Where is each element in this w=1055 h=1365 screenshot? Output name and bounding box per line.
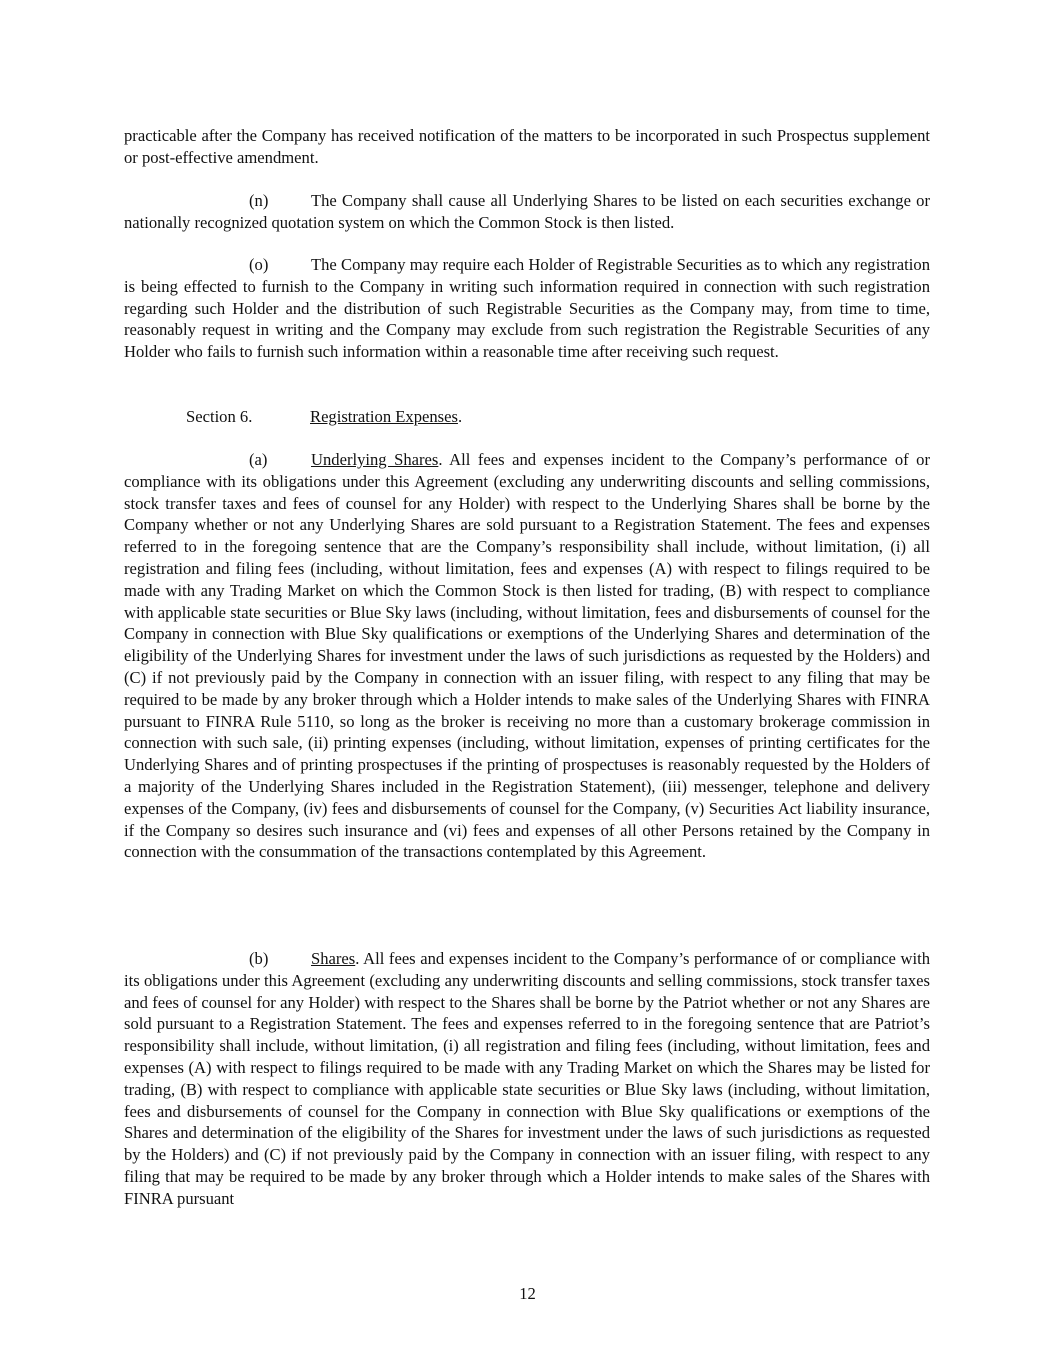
paragraph-a-label: (a) [249, 450, 268, 469]
section-title: Registration Expenses [310, 407, 458, 426]
paragraph-b-heading: Shares [311, 949, 356, 968]
paragraph-b-label: (b) [249, 949, 269, 968]
paragraph-n [124, 190, 930, 234]
section-6-heading [186, 406, 930, 428]
paragraph-a-heading-suffix: . [438, 450, 443, 469]
continuation-text: practicable after the Company has received notification of the matters to be incorporated in such Prospectus supplement or post-effective amendment. [124, 126, 930, 167]
paragraph-n-label: (n) [249, 191, 269, 210]
paragraph-b-heading-suffix: . [355, 949, 360, 968]
section-number: Section 6. [186, 407, 253, 426]
paragraph-n-text: The Company shall cause all Underlying Shares to be listed on each securities exchange or nationally recognized quotation system on which the Common Stock is then listed. [124, 191, 930, 232]
continuation-paragraph [124, 125, 930, 169]
section-title-suffix: . [457, 407, 463, 426]
paragraph-a-heading: Underlying Shares [311, 450, 439, 469]
paragraph-o-label: (o) [249, 255, 269, 274]
paragraph-o [124, 254, 930, 363]
paragraph-o-text: The Company may require each Holder of Registrable Securities as to which any registration is being effected to furnish to the Company in writing such information required in connection with such registration regarding such Holder and the distribution of such Registrable Securities as the Company may, from time to time, reasonably request in writing and the Company may exclude from such registration the Registrable Securities of any Holder who fails to furnish such information within a reasonable time after receiving such request. [124, 255, 930, 362]
paragraph-b-text: All fees and expenses incident to the Company’s performance of or compliance with its obligations under this Agreement (excluding any underwriting discounts and selling commissions, stock transfer taxes and fees of counsel for any Holder) with respect to the Shares shall be borne by the Patriot whether or not any Shares are sold pursuant to a Registration Statement. The fees and expenses referred to in the foregoing sentence that are Patriot’s responsibility shall include, without limitation, (i) all registration and filing fees (including, without limitation, fees and expenses (A) with respect to filings required to be made with any Trading Market on which the Shares may be listed for trading, (B) with respect to compliance with applicable state securities or Blue Sky laws (including, without limitation, fees and disbursements of counsel for the Company in connection with Blue Sky qualifications or exemptions of the Shares and determination of the eligibility of the Shares for investment under the laws of such jurisdictions as requested by the Holders) and (C) if not previously paid by the Company in connection with an issuer filing, with respect to any filing that may be required to be made by any broker through which a Holder intends to make sales of the Shares with FINRA pursuant [124, 949, 930, 1208]
paragraph-a [124, 449, 930, 863]
paragraph-b [124, 948, 930, 1210]
paragraph-a-text: All fees and expenses incident to the Company’s performance of or compliance with its obligations under this Agreement (excluding any underwriting discounts and selling commissions, stock transfer taxes and fees of counsel for any Holder) with respect to the Underlying Shares shall be borne by the Company whether or not any Underlying Shares are sold pursuant to a Registration Statement. The fees and expenses referred to in the foregoing sentence that are the Company’s responsibility shall include, without limitation, (i) all registration and filing fees (including, without limitation, fees and expenses (A) with respect to filings required to be made with any Trading Market on which the Common Stock is then listed for trading, (B) with respect to compliance with applicable state securities or Blue Sky laws (including, without limitation, fees and disbursements of counsel for the Company in connection with Blue Sky qualifications or exemptions of the Underlying Shares and determination of the eligibility of the Underlying Shares for investment under the laws of such jurisdictions as requested by the Holders) and (C) if not previously paid by the Company in connection with an issuer filing, with respect to any filing that may be required to be made by any broker through which a Holder intends to make sales of the Underlying Shares with FINRA pursuant to FINRA Rule 5110, so long as the broker is receiving no more than a customary brokerage commission in connection with such sale, (ii) printing expenses (including, without limitation, expenses of printing certificates for the Underlying Shares and of printing prospectuses if the printing of prospectuses is reasonably requested by the Holders of a majority of the Underlying Shares included in the Registration Statement), (iii) messenger, telephone and delivery expenses of the Company, (iv) fees and disbursements of counsel for the Company, (v) Securities Act liability insurance, if the Company so desires such insurance and (vi) fees and expenses of all other Persons retained by the Company in connection with the consummation of the transactions contemplated by this Agreement. [124, 450, 931, 862]
page-number: 12 [519, 1284, 536, 1303]
